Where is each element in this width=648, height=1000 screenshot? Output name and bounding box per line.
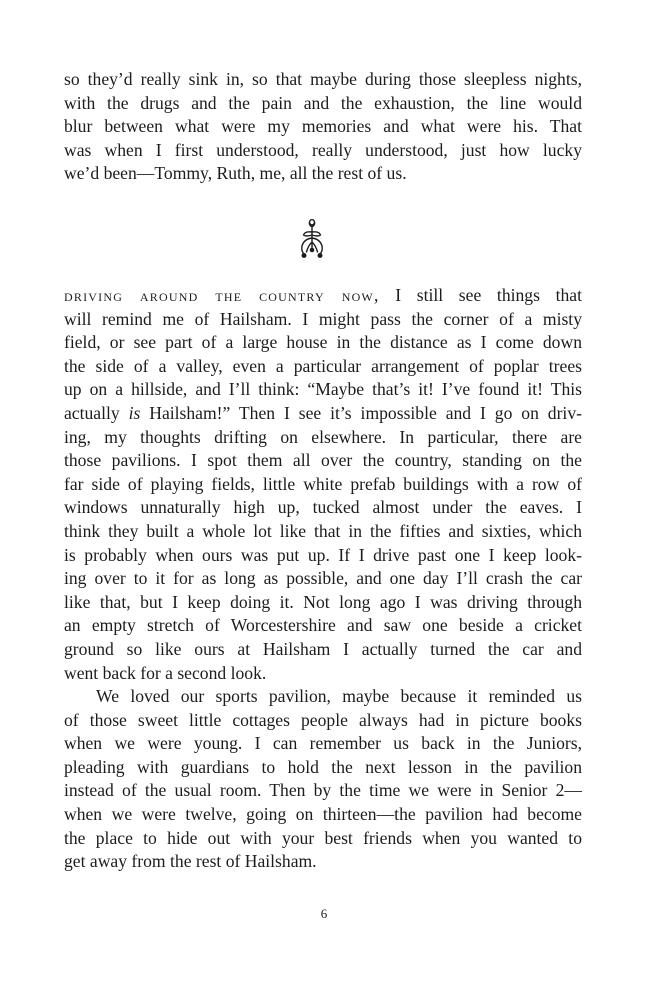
text-line: of those sweet little cottages people always had in picture books (64, 709, 582, 730)
text-line: ground so like ours at Hailsham I actually turned the car and (64, 638, 582, 659)
text-line: those pavilions. I spot them all over the country, standing on the (64, 450, 582, 471)
text-fragment: I still see things that (379, 285, 582, 305)
text-line: ing over to it for as long as possible, and one day I’ll crash the car (64, 568, 582, 589)
text-line (64, 284, 582, 308)
text-line: with the drugs and the pain and the exhaustion, the line would (64, 92, 582, 113)
text-line: field, or see part of a large house in the distance as I come down (64, 332, 582, 353)
text-line: went back for a second look. (64, 662, 267, 683)
opening-paragraph (64, 68, 582, 186)
section-opening-paragraph (64, 284, 582, 685)
italic-emphasis: is (128, 402, 141, 423)
text-fragment: Hailsham!” Then I see it’s impossible and I go on driv- (140, 402, 582, 423)
text-line: when we were young. I can remember us back in the Juniors, (64, 733, 582, 754)
text-line: an empty stretch of Worcestershire and saw one beside a cricket (64, 615, 582, 636)
text-line: blur between what were my memories and what were his. That (64, 116, 582, 137)
text-line (64, 402, 582, 426)
text-line: ing, my thoughts drifting on elsewhere. In particular, there are (64, 426, 582, 447)
text-line: windows unnaturally high up, tucked almost under the eaves. I (64, 497, 582, 518)
opening-paragraph-block (64, 68, 582, 186)
text-line: so they’d really sink in, so that maybe during those sleepless nights, (64, 69, 582, 89)
text-line: up on a hillside, and I’ll think: “Maybe that’s it! I’ve found it! This (64, 379, 582, 400)
text-line: was when I first understood, really understood, just how lucky (64, 139, 582, 160)
text-fragment: actually (64, 402, 129, 423)
text-line: pleading with guardians to hold the next lesson in the pavilion (64, 756, 582, 777)
text-line: We loved our sports pavilion, maybe because it reminded us (96, 686, 582, 707)
small-caps-lead-in: driving around the country now, (64, 285, 380, 305)
page-number: 6 (320, 906, 328, 921)
text-line: think they built a whole lot like that in the fifties and sixties, which (64, 520, 582, 541)
text-line: far side of playing fields, little white prefab buildings with a row of (64, 473, 582, 494)
text-line: when we were twelve, going on thirteen—the pavilion had become (64, 804, 582, 825)
text-line: the place to hide out with your best friends when you wanted to (64, 827, 582, 848)
pavilion-paragraph (64, 685, 582, 874)
text-line: we’d been—Tommy, Ruth, me, all the rest of us. (64, 163, 407, 184)
text-line: is probably when ours was put up. If I drive past one I keep look- (64, 544, 582, 565)
decorative-fleuron-icon (290, 218, 334, 262)
text-line: like that, but I keep doing it. Not long ago I was driving through (64, 591, 582, 612)
text-line: the side of a valley, even a particular arrangement of poplar trees (64, 355, 582, 376)
text-line: get away from the rest of Hailsham. (64, 851, 317, 872)
text-line: will remind me of Hailsham. I might pass the corner of a misty (64, 308, 582, 329)
section-body (64, 284, 582, 874)
text-line: instead of the usual room. Then by the time we were in Senior 2— (64, 780, 582, 801)
